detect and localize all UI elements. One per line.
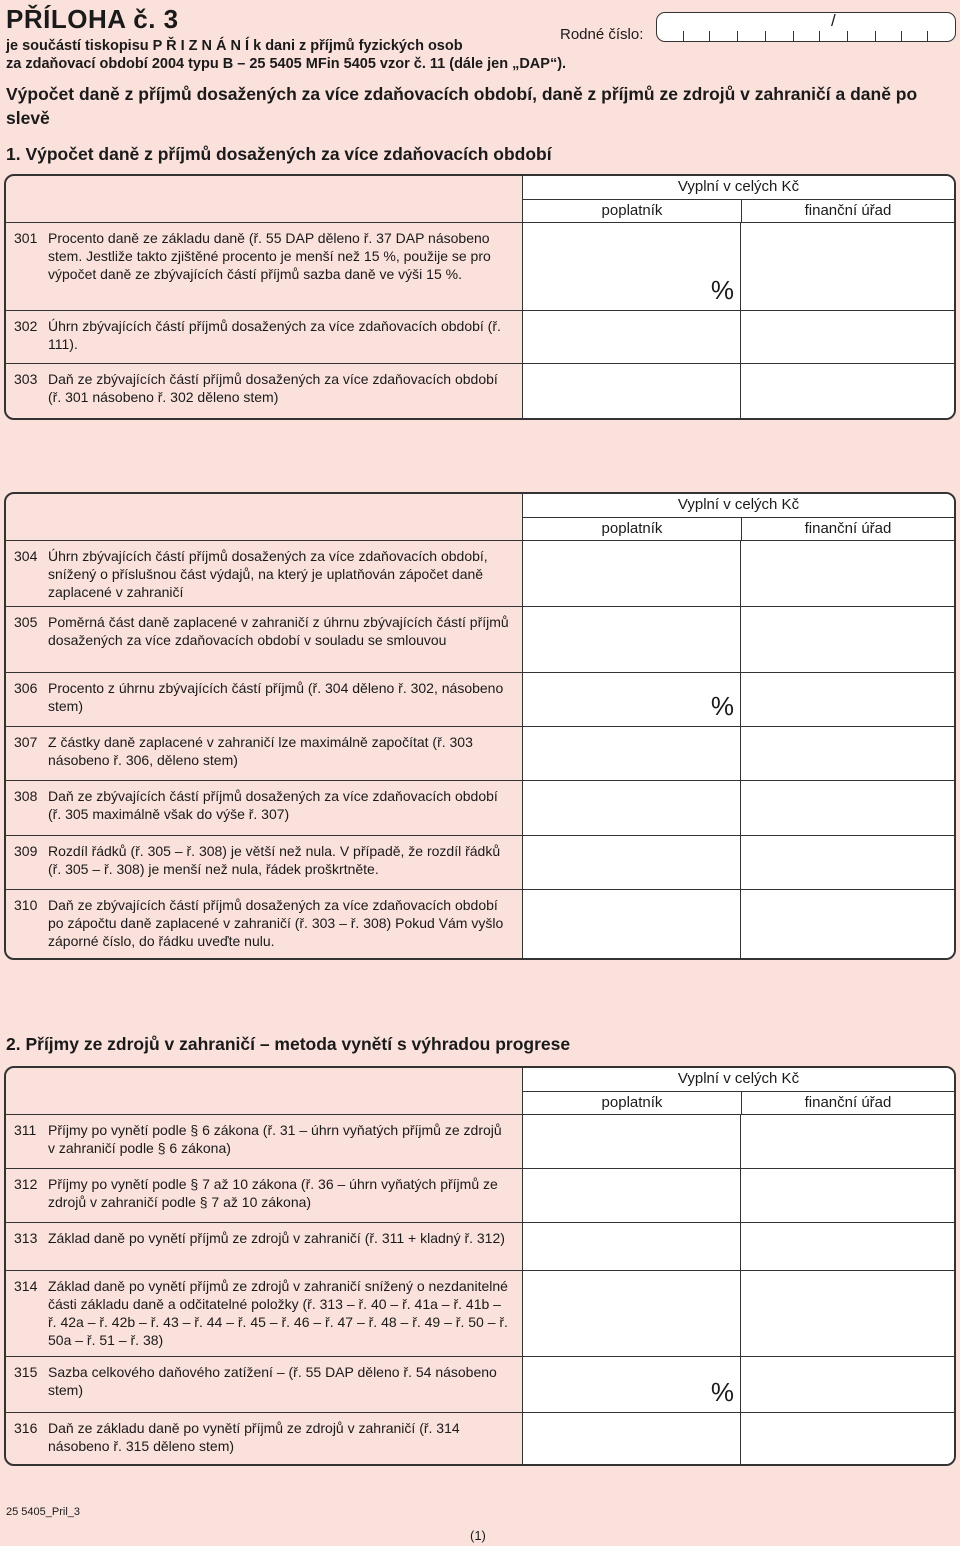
poplatnik-input-313[interactable] xyxy=(522,1223,741,1270)
row-number: 315 xyxy=(14,1364,38,1380)
digit-separator xyxy=(793,31,794,41)
row-label xyxy=(14,1363,514,1399)
table-row-315 xyxy=(6,1356,954,1412)
row-number: 314 xyxy=(14,1278,38,1294)
poplatnik-input-301[interactable] xyxy=(522,223,741,310)
row-label xyxy=(14,1419,514,1455)
percent-sign: % xyxy=(710,1377,734,1407)
financni-urad-input-309[interactable] xyxy=(741,836,954,889)
table-row-307 xyxy=(6,726,954,780)
digit-separator xyxy=(737,31,738,41)
row-description: Rozdíl řádků (ř. 305 – ř. 308) je větší než nula. V případě, že rozdíl řádků (ř. 305 – ř. 308) je menší než nula, řádek proškrtněte. xyxy=(48,843,501,877)
row-description: Úhrn zbývajících částí příjmů dosažených za více zdaňovacích období, snížený o příslušnou část výdajů, na který je uplatňován zápočet daně zaplacené v zahraničí xyxy=(48,548,488,600)
financni-urad-input-311[interactable] xyxy=(741,1115,954,1168)
row-label xyxy=(14,1277,514,1349)
row-number: 316 xyxy=(14,1420,38,1436)
table-header xyxy=(522,494,954,540)
table-row-302 xyxy=(6,310,954,363)
row-description: Daň ze zbývajících částí příjmů dosažených za více zdaňovacích období (ř. 301 násobeno ř. 302 děleno stem) xyxy=(48,371,498,405)
poplatnik-input-303[interactable] xyxy=(522,364,741,418)
table-row-311 xyxy=(6,1114,954,1168)
row-number: 304 xyxy=(14,548,38,564)
row-label xyxy=(14,896,514,950)
header-vyplni: Vyplní v celých Kč xyxy=(523,176,954,200)
row-number: 301 xyxy=(14,230,38,246)
main-heading: Výpočet daně z příjmů dosažených za více zdaňovacích období, daně z příjmů ze zdrojů v zahraničí a daně po slevě xyxy=(6,84,918,128)
financni-urad-input-306[interactable] xyxy=(741,673,954,726)
row-label xyxy=(14,613,514,649)
poplatnik-input-309[interactable] xyxy=(522,836,741,889)
row-number: 310 xyxy=(14,897,38,913)
row-number: 305 xyxy=(14,614,38,630)
table-row-303 xyxy=(6,363,954,418)
row-description: Procento daně ze základu daně (ř. 55 DAP děleno ř. 37 DAP násobeno stem. Jestliže takto zjištěné procento je menší než 15 %, použije se pro výpočet daně ze zbývajících částí příjmů sazba daně ve výši 15 %. xyxy=(48,230,491,282)
row-label xyxy=(14,787,514,823)
form-code: 25 5405_Pril_3 xyxy=(6,1506,81,1518)
row-number: 302 xyxy=(14,318,38,334)
financni-urad-input-305[interactable] xyxy=(741,607,954,672)
page-title: PŘÍLOHA č. 3 xyxy=(6,4,179,34)
header-poplatnik: poplatník xyxy=(523,518,742,540)
financni-urad-input-315[interactable] xyxy=(741,1357,954,1412)
financni-urad-input-302[interactable] xyxy=(741,311,954,363)
header-financni-urad: finanční úřad xyxy=(804,520,892,537)
row-label xyxy=(14,1175,514,1211)
rodne-cislo-slash: / xyxy=(831,11,836,30)
row-number: 311 xyxy=(14,1122,37,1138)
table-row-305 xyxy=(6,606,954,672)
table-section-1 xyxy=(4,174,956,420)
poplatnik-input-312[interactable] xyxy=(522,1169,741,1222)
percent-sign: % xyxy=(710,275,734,305)
rodne-cislo-field[interactable] xyxy=(656,12,956,42)
digit-separator xyxy=(819,31,820,41)
row-description: Poměrná část daně zaplacené v zahraničí z úhrnu zbývajících částí příjmů dosažených za více zdaňovacích období v souladu se smlouvou xyxy=(48,614,509,648)
row-label xyxy=(14,1229,514,1247)
subtitle-line-2: za zdaňovací období 2004 typu B – 25 5405 MFin 5405 vzor č. 11 (dále jen „DAP“). xyxy=(6,56,567,72)
digit-separator xyxy=(875,31,876,41)
header-vyplni: Vyplní v celých Kč xyxy=(523,494,954,518)
row-number: 303 xyxy=(14,371,38,387)
row-number: 309 xyxy=(14,843,38,859)
digit-separator xyxy=(927,31,928,41)
digit-separator xyxy=(709,31,710,41)
row-label xyxy=(14,547,514,601)
poplatnik-input-307[interactable] xyxy=(522,727,741,780)
row-label xyxy=(14,1121,514,1157)
poplatnik-input-311[interactable] xyxy=(522,1115,741,1168)
poplatnik-input-302[interactable] xyxy=(522,311,741,363)
digit-separator xyxy=(901,31,902,41)
row-number: 308 xyxy=(14,788,38,804)
table-row-313 xyxy=(6,1222,954,1270)
row-number: 306 xyxy=(14,680,38,696)
table-row-304 xyxy=(6,540,954,606)
row-number: 312 xyxy=(14,1176,38,1192)
row-description: Sazba celkového daňového zatížení – (ř. 55 DAP děleno ř. 54 násobeno stem) xyxy=(48,1364,497,1398)
percent-sign: % xyxy=(710,691,734,721)
table-row-309 xyxy=(6,835,954,889)
row-description: Příjmy po vynětí podle § 6 zákona (ř. 31 – úhrn vyňatých příjmů ze zdrojů v zahraničí podle § 6 zákona) xyxy=(48,1122,502,1156)
financni-urad-input-314[interactable] xyxy=(741,1271,954,1356)
digit-separator xyxy=(683,31,684,41)
financni-urad-input-301[interactable] xyxy=(741,223,954,310)
row-description: Daň ze zbývajících částí příjmů dosažených za více zdaňovacích období po zápočtu daně zaplacené v zahraničí (ř. 303 – ř. 308) Pokud Vám vyšlo záporné číslo, do řádku uveďte nulu. xyxy=(48,897,504,949)
poplatnik-input-304[interactable] xyxy=(522,541,741,606)
table-row-316 xyxy=(6,1412,954,1464)
header-financni-urad: finanční úřad xyxy=(804,1094,892,1111)
poplatnik-input-305[interactable] xyxy=(522,607,741,672)
row-label xyxy=(14,842,514,878)
section-2-title: 2. Příjmy ze zdrojů v zahraničí – metoda vynětí s výhradou progrese xyxy=(6,1034,571,1054)
section-1-title: 1. Výpočet daně z příjmů dosažených za více zdaňovacích období xyxy=(6,144,552,164)
table-row-314 xyxy=(6,1270,954,1356)
financni-urad-input-304[interactable] xyxy=(741,541,954,606)
row-label xyxy=(14,679,514,715)
row-description: Úhrn zbývajících částí příjmů dosažených za více zdaňovacích období (ř. 111). xyxy=(48,318,501,352)
row-description: Příjmy po vynětí podle § 7 až 10 zákona (ř. 36 – úhrn vyňatých příjmů ze zdrojů v zahraničí podle § 7 až 10 zákona) xyxy=(48,1176,498,1210)
poplatnik-input-316[interactable] xyxy=(522,1413,741,1464)
financni-urad-input-310[interactable] xyxy=(741,890,954,958)
poplatnik-input-310[interactable] xyxy=(522,890,741,958)
table-row-308 xyxy=(6,780,954,835)
table-section-1b xyxy=(4,492,956,960)
page-number: (1) xyxy=(470,1528,486,1543)
row-number: 307 xyxy=(14,734,38,750)
rodne-cislo-label: Rodné číslo: xyxy=(560,26,644,43)
table-row-301 xyxy=(6,222,954,310)
poplatnik-input-314[interactable] xyxy=(522,1271,741,1356)
poplatnik-input-308[interactable] xyxy=(522,781,741,835)
header-financni-urad: finanční úřad xyxy=(804,202,892,219)
poplatnik-input-315[interactable] xyxy=(522,1357,741,1412)
table-row-306 xyxy=(6,672,954,726)
row-description: Daň ze zbývajících částí příjmů dosažených za více zdaňovacích období (ř. 305 maximálně však do výše ř. 307) xyxy=(48,788,498,822)
financni-urad-input-308[interactable] xyxy=(741,781,954,835)
row-number: 313 xyxy=(14,1230,38,1246)
table-section-2 xyxy=(4,1066,956,1466)
row-label xyxy=(14,733,514,769)
table-row-312 xyxy=(6,1168,954,1222)
table-row-310 xyxy=(6,889,954,958)
subtitle-line-1: je součástí tiskopisu P Ř I Z N Á N Í k dani z příjmů fyzických osob xyxy=(6,38,463,54)
financni-urad-input-313[interactable] xyxy=(741,1223,954,1270)
poplatnik-input-306[interactable] xyxy=(522,673,741,726)
header-vyplni: Vyplní v celých Kč xyxy=(523,1068,954,1092)
digit-separator xyxy=(765,31,766,41)
financni-urad-input-303[interactable] xyxy=(741,364,954,418)
row-label xyxy=(14,317,514,353)
row-description: Základ daně po vynětí příjmů ze zdrojů v zahraničí (ř. 311 + kladný ř. 312) xyxy=(48,1230,505,1246)
row-description: Z částky daně zaplacené v zahraničí lze maximálně započítat (ř. 303 násobeno ř. 306, děleno stem) xyxy=(48,734,473,768)
digit-separator xyxy=(847,31,848,41)
table-header xyxy=(522,1068,954,1114)
row-description: Základ daně po vynětí příjmů ze zdrojů v zahraničí snížený o nezdanitelné části základu daně a odčitatelné položky (ř. 313 – ř. 40 – ř. 41a – ř. 41b – ř. 42a – ř. 42b – ř. 43 – ř. 44 – ř. 45 – ř. 46 – ř. 47 – ř. 48 – ř. 49 – ř. 50 – ř. 50a – ř. 51 – ř. 38) xyxy=(48,1278,508,1348)
financni-urad-input-312[interactable] xyxy=(741,1169,954,1222)
financni-urad-input-316[interactable] xyxy=(741,1413,954,1464)
table-header xyxy=(522,176,954,222)
financni-urad-input-307[interactable] xyxy=(741,727,954,780)
header-poplatnik: poplatník xyxy=(523,200,742,222)
row-description: Daň ze základu daně po vynětí příjmů ze zdrojů v zahraničí (ř. 314 násobeno ř. 315 děleno stem) xyxy=(48,1420,460,1454)
header-poplatnik: poplatník xyxy=(523,1092,742,1114)
row-description: Procento z úhrnu zbývajících částí příjmů (ř. 304 děleno ř. 302, násobeno stem) xyxy=(48,680,504,714)
row-label xyxy=(14,370,514,406)
row-label xyxy=(14,229,514,283)
